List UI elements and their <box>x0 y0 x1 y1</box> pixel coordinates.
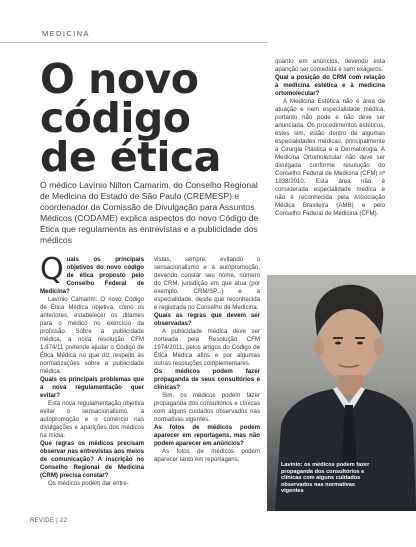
question: As fotos de médicos podem aparecer em reportagens, mas não podem aparecer em anúncios? <box>154 424 260 447</box>
question: Quais os principais problemas que a nova regulamentação quer evitar? <box>40 376 144 399</box>
question: Qual a posição do CRM com relação à medicina estética e à medicina ortomolecular? <box>275 74 385 97</box>
paragraph: As fotos de médicos podem aparecer tanto em reportagens, <box>154 448 260 463</box>
headline-line-3: de ética <box>40 133 221 181</box>
question: Que regras os médicos precisam observar nas entrevistas aos meios de comunicação? A inscrição no Conselho Regional de Medicina (CRM) precisa constar? <box>40 440 144 479</box>
photo-caption: Lavínio: os médicos podem fazer propaganda dos consultórios e clínicas com alguns cuidados observados nas normativas vigentes <box>281 462 370 495</box>
question: uais os principais objetivos do novo código de ética proposto pelo Conselho Federal de Medicina? <box>40 256 144 295</box>
paragraph: A publicidade médica deve ser norteada pela Resolução CFM 1974/2011, pelos artigos do Código de Ética Médica afins e por algumas outras resoluções complementares. <box>154 328 260 367</box>
page-footer: REVIDE | 22 <box>30 518 68 524</box>
article-column-1 <box>40 252 144 488</box>
paragraph: Lavínio Camarim: O novo Código de Ética Médica objetiva, como os anteriores, estabelecer os ditames para o médico no exercício da profissão. Sobre a publicidade médica, a nova resolução CFM 1.974/11 pretende ajudar o Código de Ética Médica no que diz respeito às normatizações sobre a publicidade médica. <box>40 296 144 375</box>
paragraph: A Medicina Estética não é área de atuação e nem especialidade médica, portanto não pode e não deve ser anunciada. Os procedimentos estéticos, estes sim, estão dentro de algumas especialidades médicas, principalmente a Cirurgia Plástica e a Dermatologia. A Medicina Ortomolecular não deve ser divulgada conforme resolução do Conselho Federal de Medicina (CFM) nº 1938/2010. Esta área não é considerada especialidade médica e não é reconhecida pela Associação Médica Brasileira (AMB) e pelo Conselho Federal de Medicina (CFM). <box>275 98 385 217</box>
question: Quais as regras que devem ser observadas? <box>154 312 260 327</box>
section-divider <box>0 42 268 43</box>
paragraph: vistas, sempre, evitando o sensacionalismo e a autopromoção, devendo constar seu nome, número do CRM, jurisdição em que atua (por exemplo, CRM/SP...) e a especialidade, desde que reconhecida e registrada no Conselho de Medicina. <box>154 256 260 311</box>
paragraph: Esta nova regulamentação objetiva evitar o sensacionalismo, a autopromoção e o comércio nas divulgações e aparições dos médicos na mídia. <box>40 400 144 439</box>
paragraph: Sim, os médicos podem fazer propaganda dos consultórios e clínicas com alguns cuidados observados nas normativas vigentes. <box>154 392 260 423</box>
right-column-top <box>275 58 385 218</box>
drop-cap: Q <box>40 252 64 287</box>
headline-line-1: O novo <box>40 55 199 103</box>
paragraph: Os médicos podem dar entre- <box>48 480 129 487</box>
section-label: MEDICINA <box>42 29 90 38</box>
paragraph: quanto em anúncios, devendo esta aparição ser comedida e sem exageros. <box>275 58 385 73</box>
article-lead: O médico Lavínio Nilton Camarim, do Conselho Regional de Medicina do Estado de São Paulo (CREMESP) e coordenador da Comissão de Divulgação para Assuntos Médicos (CODAME) explica aspectos do novo Código de Ética que regulamenta as entrevistas e a publicidade dos médicos <box>40 180 259 245</box>
question: Os médicos podem fazer propaganda de seus consultórios e clínicas? <box>154 368 260 391</box>
article-headline <box>40 55 265 181</box>
article-column-2 <box>154 256 260 464</box>
headline-line-2: código <box>40 94 191 142</box>
